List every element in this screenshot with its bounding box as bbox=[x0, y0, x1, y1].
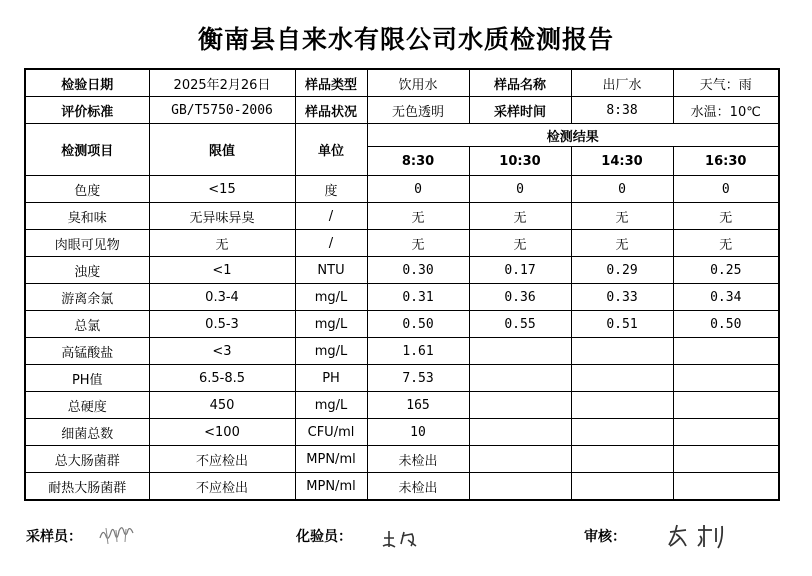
item-unit: mg/L bbox=[295, 311, 367, 338]
weather-value: 天气：雨 bbox=[673, 69, 779, 97]
result-value: 0.33 bbox=[571, 284, 673, 311]
sample-name-label: 样品名称 bbox=[469, 69, 571, 97]
sampler-signature bbox=[96, 522, 140, 548]
sample-type-value: 饮用水 bbox=[367, 69, 469, 97]
water-temp-value: 水温：10℃ bbox=[673, 97, 779, 124]
result-value bbox=[469, 446, 571, 473]
item-unit: MPN/ml bbox=[295, 446, 367, 473]
sampler-label: 采样员： bbox=[26, 529, 82, 545]
item-name: 细菌总数 bbox=[25, 419, 149, 446]
table-row bbox=[25, 473, 779, 501]
result-value: 0.29 bbox=[571, 257, 673, 284]
date-label: 检验日期 bbox=[25, 69, 149, 97]
table-row bbox=[25, 392, 779, 419]
col-unit-header: 单位 bbox=[295, 124, 367, 176]
result-value bbox=[571, 419, 673, 446]
result-value: 无 bbox=[673, 230, 779, 257]
result-value: 0.51 bbox=[571, 311, 673, 338]
item-unit: / bbox=[295, 230, 367, 257]
table-row bbox=[25, 338, 779, 365]
item-unit: / bbox=[295, 203, 367, 230]
result-value bbox=[571, 392, 673, 419]
item-unit: 度 bbox=[295, 176, 367, 203]
table-row bbox=[25, 284, 779, 311]
result-value: 0.50 bbox=[673, 311, 779, 338]
time-header: 8:30 bbox=[367, 147, 469, 176]
table-row bbox=[25, 176, 779, 203]
item-limit: <1 bbox=[149, 257, 295, 284]
result-value bbox=[571, 365, 673, 392]
item-unit: mg/L bbox=[295, 338, 367, 365]
sampling-time-value: 8:38 bbox=[571, 97, 673, 124]
item-name: 耐热大肠菌群 bbox=[25, 473, 149, 501]
item-unit: NTU bbox=[295, 257, 367, 284]
item-unit: mg/L bbox=[295, 284, 367, 311]
info-row-2 bbox=[25, 97, 779, 124]
result-value: 0.31 bbox=[367, 284, 469, 311]
item-limit: 0.3-4 bbox=[149, 284, 295, 311]
item-unit: PH bbox=[295, 365, 367, 392]
result-value: 0 bbox=[673, 176, 779, 203]
time-header: 16:30 bbox=[673, 147, 779, 176]
result-value: 无 bbox=[367, 230, 469, 257]
reviewer-label: 审核： bbox=[584, 529, 626, 545]
item-unit: mg/L bbox=[295, 392, 367, 419]
item-name: 总硬度 bbox=[25, 392, 149, 419]
result-value: 0.50 bbox=[367, 311, 469, 338]
table-row bbox=[25, 365, 779, 392]
result-value: 0.55 bbox=[469, 311, 571, 338]
result-value: 165 bbox=[367, 392, 469, 419]
result-value: 7.53 bbox=[367, 365, 469, 392]
item-name: PH值 bbox=[25, 365, 149, 392]
item-name: 肉眼可见物 bbox=[25, 230, 149, 257]
item-limit: 6.5-8.5 bbox=[149, 365, 295, 392]
result-value: 0 bbox=[469, 176, 571, 203]
result-value: 0.25 bbox=[673, 257, 779, 284]
table-row bbox=[25, 419, 779, 446]
result-value: 无 bbox=[673, 203, 779, 230]
sample-type-label: 样品类型 bbox=[295, 69, 367, 97]
item-limit: 无 bbox=[149, 230, 295, 257]
standard-value: GB/T5750-2006 bbox=[149, 97, 295, 124]
header-row-1 bbox=[25, 124, 779, 147]
result-value bbox=[673, 446, 779, 473]
result-value bbox=[571, 338, 673, 365]
result-value: 无 bbox=[367, 203, 469, 230]
result-value: 无 bbox=[469, 230, 571, 257]
result-value: 1.61 bbox=[367, 338, 469, 365]
table-row bbox=[25, 311, 779, 338]
info-row-1 bbox=[25, 69, 779, 97]
result-value bbox=[469, 338, 571, 365]
sampling-time-label: 采样时间 bbox=[469, 97, 571, 124]
result-value: 未检出 bbox=[367, 446, 469, 473]
result-value bbox=[673, 392, 779, 419]
time-header: 10:30 bbox=[469, 147, 571, 176]
result-value: 0 bbox=[367, 176, 469, 203]
item-name: 臭和味 bbox=[25, 203, 149, 230]
item-unit: MPN/ml bbox=[295, 473, 367, 501]
result-value bbox=[469, 419, 571, 446]
item-name: 浊度 bbox=[25, 257, 149, 284]
table-row bbox=[25, 203, 779, 230]
sample-name-value: 出厂水 bbox=[571, 69, 673, 97]
result-value bbox=[571, 473, 673, 501]
table-row bbox=[25, 230, 779, 257]
item-name: 总氯 bbox=[25, 311, 149, 338]
col-limit-header: 限值 bbox=[149, 124, 295, 176]
result-value: 0.36 bbox=[469, 284, 571, 311]
result-value: 10 bbox=[367, 419, 469, 446]
col-results-header: 检测结果 bbox=[367, 124, 779, 147]
standard-label: 评价标准 bbox=[25, 97, 149, 124]
result-value: 无 bbox=[469, 203, 571, 230]
result-value bbox=[673, 338, 779, 365]
result-value bbox=[469, 392, 571, 419]
date-value: 2025年2月26日 bbox=[149, 69, 295, 97]
tester-label: 化验员： bbox=[296, 529, 352, 545]
report-table bbox=[24, 68, 780, 501]
result-value bbox=[673, 473, 779, 501]
result-value bbox=[673, 365, 779, 392]
item-limit: <15 bbox=[149, 176, 295, 203]
result-value bbox=[673, 419, 779, 446]
report-title: 衡南县自来水有限公司水质检测报告 bbox=[197, 25, 614, 54]
result-value: 0.17 bbox=[469, 257, 571, 284]
result-value bbox=[469, 365, 571, 392]
result-value bbox=[571, 446, 673, 473]
item-limit: <100 bbox=[149, 419, 295, 446]
result-value: 0 bbox=[571, 176, 673, 203]
result-value: 未检出 bbox=[367, 473, 469, 501]
result-value: 无 bbox=[571, 203, 673, 230]
sample-status-label: 样品状况 bbox=[295, 97, 367, 124]
result-value: 0.30 bbox=[367, 257, 469, 284]
item-name: 总大肠菌群 bbox=[25, 446, 149, 473]
item-name: 游离余氯 bbox=[25, 284, 149, 311]
sample-status-value: 无色透明 bbox=[367, 97, 469, 124]
table-row bbox=[25, 446, 779, 473]
item-limit: 不应检出 bbox=[149, 473, 295, 501]
tester-signature bbox=[378, 526, 430, 552]
item-limit: <3 bbox=[149, 338, 295, 365]
item-limit: 0.5-3 bbox=[149, 311, 295, 338]
item-limit: 不应检出 bbox=[149, 446, 295, 473]
table-row bbox=[25, 257, 779, 284]
result-value: 0.34 bbox=[673, 284, 779, 311]
result-rows bbox=[25, 176, 779, 501]
item-unit: CFU/ml bbox=[295, 419, 367, 446]
reviewer-signature bbox=[664, 522, 728, 552]
time-header: 14:30 bbox=[571, 147, 673, 176]
col-item-header: 检测项目 bbox=[25, 124, 149, 176]
result-value bbox=[469, 473, 571, 501]
item-name: 高锰酸盐 bbox=[25, 338, 149, 365]
item-limit: 无异味异臭 bbox=[149, 203, 295, 230]
result-value: 无 bbox=[571, 230, 673, 257]
item-limit: 450 bbox=[149, 392, 295, 419]
item-name: 色度 bbox=[25, 176, 149, 203]
